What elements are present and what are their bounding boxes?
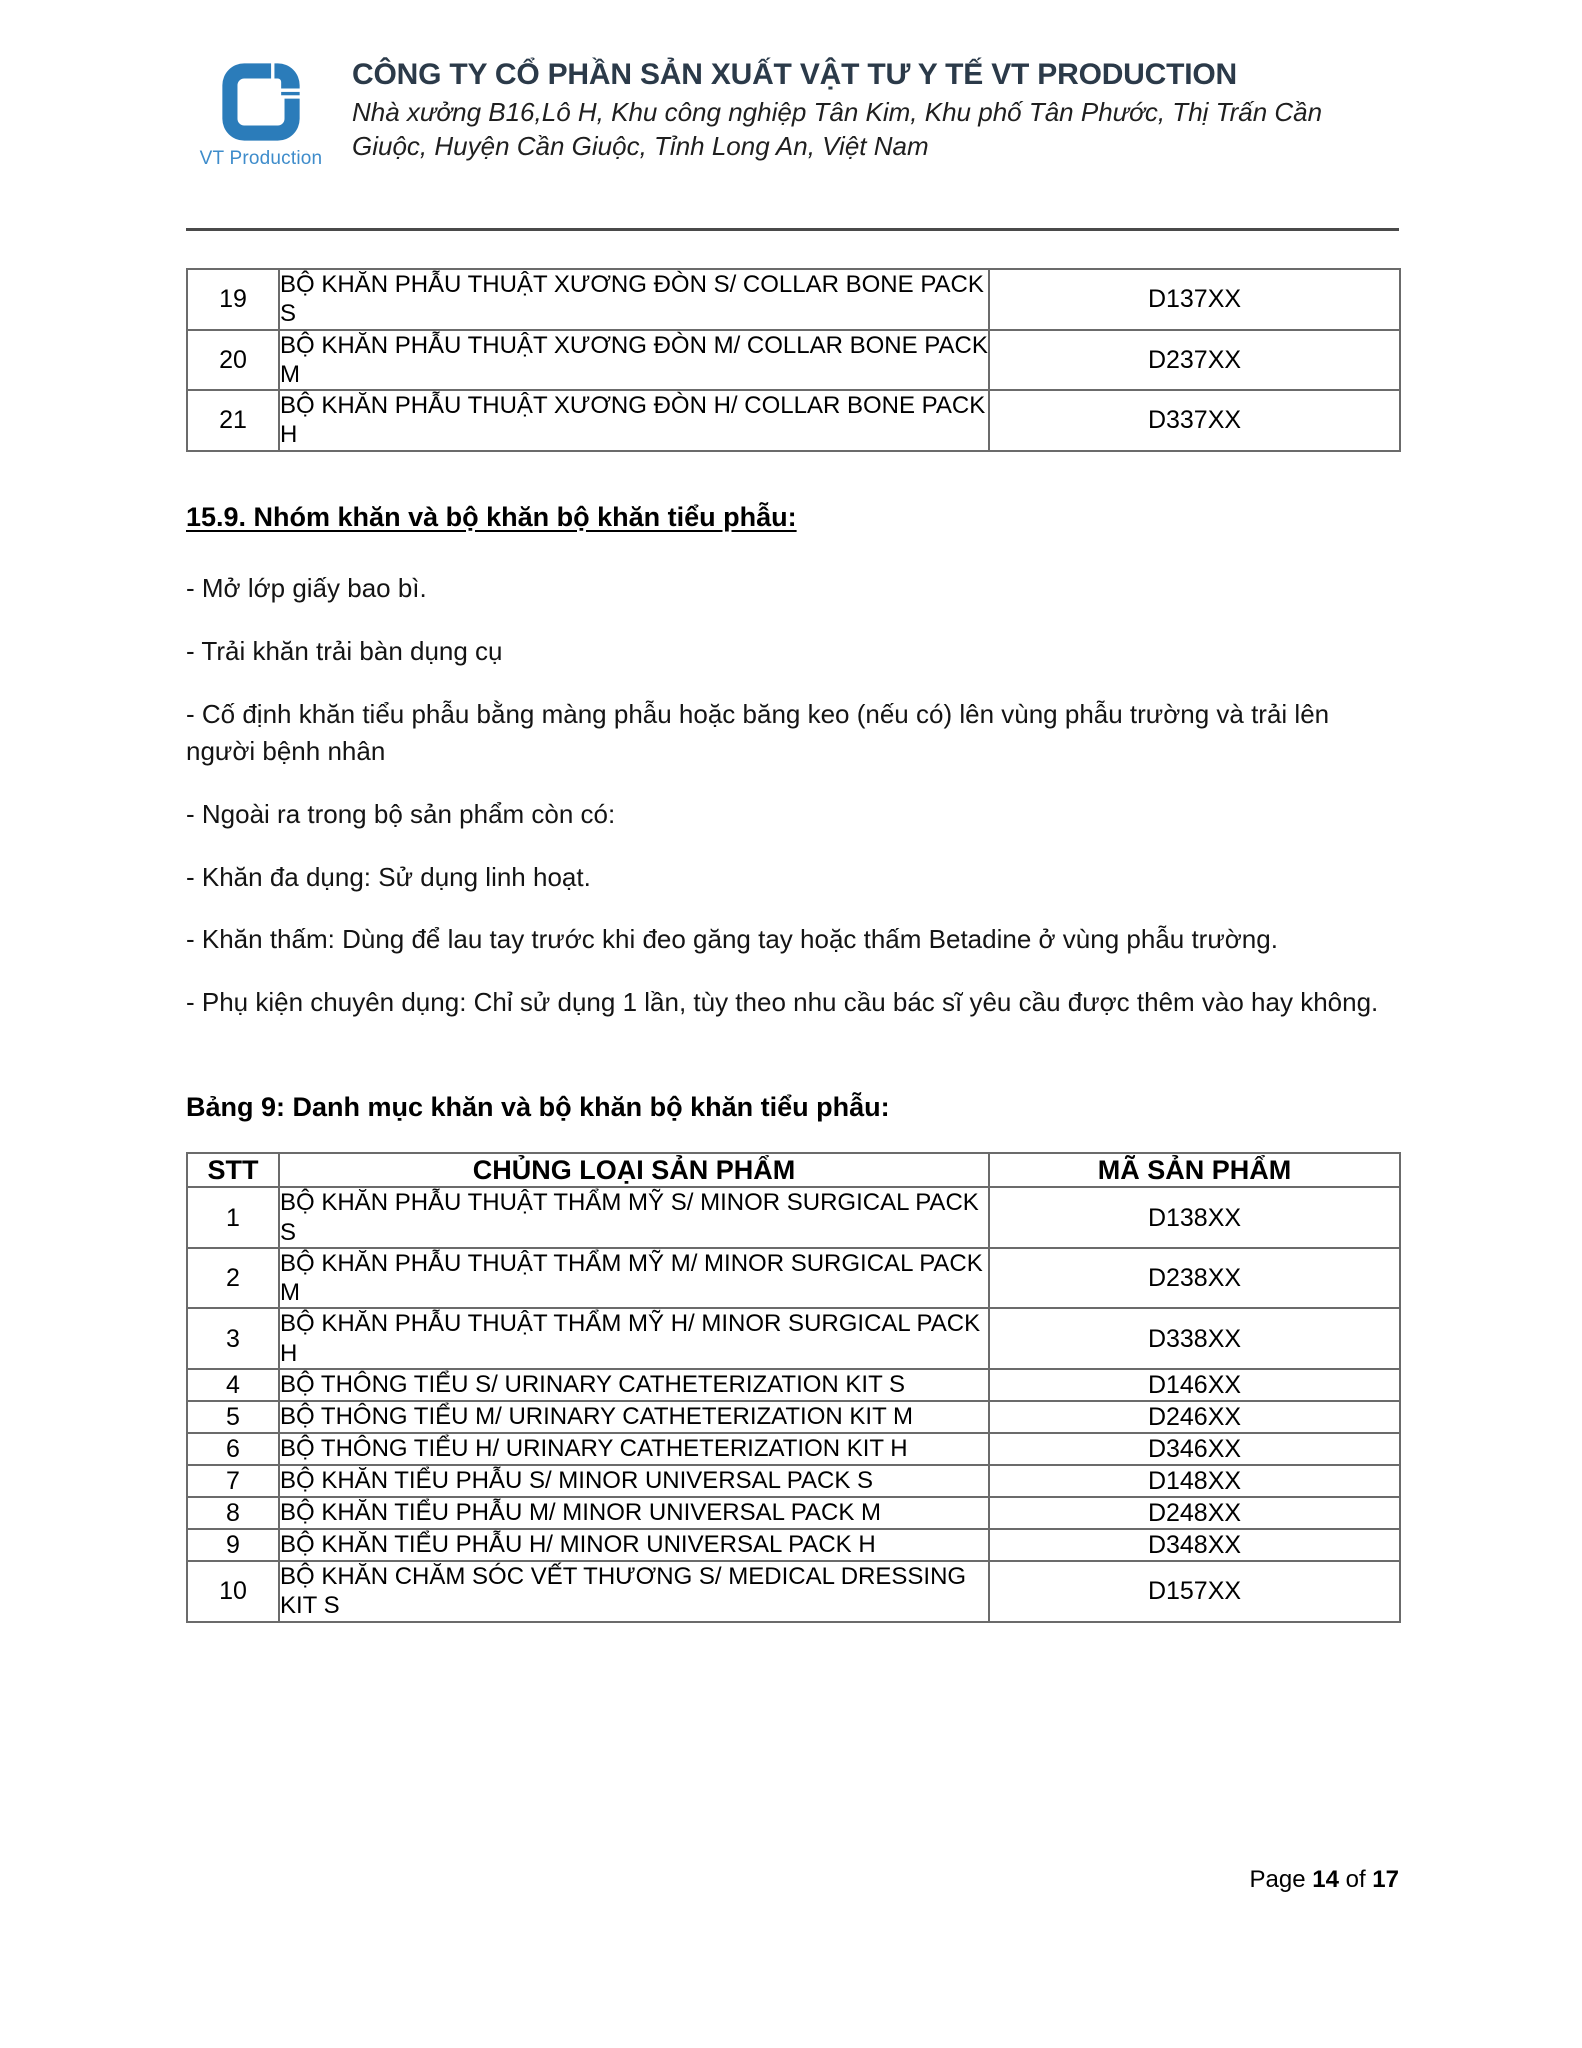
- product-code: D138XX: [989, 1187, 1400, 1248]
- product-name: BỘ KHĂN PHẪU THUẬT XƯƠNG ĐÒN H/ COLLAR BONE PACK H: [279, 390, 989, 451]
- column-header-stt: STT: [187, 1153, 279, 1187]
- product-code: D237XX: [989, 330, 1400, 391]
- top-product-table-wrapper: [186, 268, 1401, 452]
- table-row: [187, 1369, 1400, 1401]
- footer-of-label: of: [1345, 1866, 1366, 1893]
- product-name: BỘ THÔNG TIỂU H/ URINARY CATHETERIZATION KIT H: [279, 1433, 989, 1465]
- table-row: [187, 1433, 1400, 1465]
- page-footer: [186, 1866, 1399, 1894]
- section-body: [186, 570, 1401, 1047]
- product-code: D338XX: [989, 1308, 1400, 1369]
- row-index: 9: [187, 1529, 279, 1561]
- top-product-table: [186, 268, 1401, 452]
- row-index: 4: [187, 1369, 279, 1401]
- product-code: D248XX: [989, 1497, 1400, 1529]
- product-name: BỘ KHĂN PHẪU THUẬT XƯƠNG ĐÒN S/ COLLAR BONE PACK S: [279, 269, 989, 330]
- row-index: 8: [187, 1497, 279, 1529]
- row-index: 10: [187, 1561, 279, 1622]
- bottom-table-head: [187, 1153, 1400, 1187]
- row-index: 2: [187, 1248, 279, 1309]
- table-row: [187, 1465, 1400, 1497]
- row-index: 5: [187, 1401, 279, 1433]
- column-header-code: MÃ SẢN PHẨM: [989, 1153, 1400, 1187]
- footer-current-page: 14: [1312, 1866, 1339, 1893]
- product-name: BỘ KHĂN PHẪU THUẬT XƯƠNG ĐÒN M/ COLLAR BONE PACK M: [279, 330, 989, 391]
- column-header-name: CHỦNG LOẠI SẢN PHẨM: [279, 1153, 989, 1187]
- row-index: 19: [187, 269, 279, 330]
- footer-page-label: Page: [1249, 1866, 1306, 1893]
- body-paragraph: - Trải khăn trải bàn dụng cụ: [186, 635, 503, 666]
- footer-total-pages: 17: [1372, 1866, 1399, 1893]
- body-paragraph: - Phụ kiện chuyên dụng: Chỉ sử dụng 1 lần, tùy theo nhu cầu bác sĩ yêu cầu được thêm vào hay không.: [186, 987, 1379, 1018]
- table-header-row: [187, 1153, 1400, 1187]
- product-code: D348XX: [989, 1529, 1400, 1561]
- product-name: BỘ KHĂN TIỂU PHẪU H/ MINOR UNIVERSAL PACK H: [279, 1529, 989, 1561]
- body-paragraph: - Khăn thấm: Dùng để lau tay trước khi đeo găng tay hoặc thấm Betadine ở vùng phẫu trường.: [186, 924, 1278, 955]
- table-row: [187, 390, 1400, 451]
- product-name: BỘ KHĂN PHẪU THUẬT THẨM MỸ H/ MINOR SURGICAL PACK H: [279, 1308, 989, 1369]
- product-name: BỘ THÔNG TIỂU S/ URINARY CATHETERIZATION KIT S: [279, 1369, 989, 1401]
- bottom-product-table-wrapper: [186, 1152, 1401, 1623]
- body-paragraph: - Ngoài ra trong bộ sản phẩm còn có:: [186, 798, 616, 829]
- header-divider: [186, 228, 1399, 231]
- section-heading: 15.9. Nhóm khăn và bộ khăn bộ khăn tiểu phẫu:: [186, 502, 797, 532]
- product-name: BỘ KHĂN PHẪU THUẬT THẨM MỸ S/ MINOR SURGICAL PACK S: [279, 1187, 989, 1248]
- logo-wordmark: VT Production: [199, 148, 323, 169]
- header-text-block: [336, 48, 1396, 163]
- company-name: CÔNG TY CỔ PHẦN SẢN XUẤT VẬT TƯ Y TẾ VT PRODUCTION: [352, 58, 1237, 91]
- product-code: D246XX: [989, 1401, 1400, 1433]
- table-row: [187, 1529, 1400, 1561]
- body-paragraph: - Mở lớp giấy bao bì.: [186, 573, 427, 603]
- product-code: D148XX: [989, 1465, 1400, 1497]
- product-name: BỘ KHĂN TIỂU PHẪU S/ MINOR UNIVERSAL PACK S: [279, 1465, 989, 1497]
- table-row: [187, 269, 1400, 330]
- product-code: D157XX: [989, 1561, 1400, 1622]
- company-address: Nhà xưởng B16,Lô H, Khu công nghiệp Tân Kim, Khu phố Tân Phước, Thị Trấn Cần Giuộc, Huyện Cần Giuộc, Tỉnh Long An, Việt Nam: [352, 96, 1323, 161]
- table-row: [187, 1497, 1400, 1529]
- row-index: 1: [187, 1187, 279, 1248]
- product-name: BỘ KHĂN TIỂU PHẪU M/ MINOR UNIVERSAL PACK M: [279, 1497, 989, 1529]
- row-index: 21: [187, 390, 279, 451]
- bottom-product-table: [186, 1152, 1401, 1623]
- table-row: [187, 1248, 1400, 1309]
- product-code: D146XX: [989, 1369, 1400, 1401]
- product-name: BỘ THÔNG TIỂU M/ URINARY CATHETERIZATION KIT M: [279, 1401, 989, 1433]
- table-row: [187, 1308, 1400, 1369]
- row-index: 7: [187, 1465, 279, 1497]
- table-caption: Bảng 9: Danh mục khăn và bộ khăn bộ khăn tiểu phẫu:: [186, 1092, 890, 1122]
- body-paragraph: - Cố định khăn tiểu phẫu bằng màng phẫu hoặc băng keo (nếu có) lên vùng phẫu trường và trải lên người bệnh nhân: [186, 698, 1330, 766]
- table-row: [187, 1401, 1400, 1433]
- table-row: [187, 1561, 1400, 1622]
- document-header: [186, 48, 1396, 170]
- company-logo: [186, 48, 336, 170]
- row-index: 20: [187, 330, 279, 391]
- table-row: [187, 1187, 1400, 1248]
- row-index: 3: [187, 1308, 279, 1369]
- product-code: D346XX: [989, 1433, 1400, 1465]
- vt-production-logo-icon: [219, 60, 303, 144]
- product-name: BỘ KHĂN PHẪU THUẬT THẨM MỸ M/ MINOR SURGICAL PACK M: [279, 1248, 989, 1309]
- product-name: BỘ KHĂN CHĂM SÓC VẾT THƯƠNG S/ MEDICAL DRESSING KIT S: [279, 1561, 989, 1622]
- row-index: 6: [187, 1433, 279, 1465]
- product-code: D137XX: [989, 269, 1400, 330]
- table-row: [187, 330, 1400, 391]
- product-code: D238XX: [989, 1248, 1400, 1309]
- top-table-body: [187, 269, 1400, 451]
- bottom-table-body: [187, 1187, 1400, 1621]
- body-paragraph: - Khăn đa dụng: Sử dụng linh hoạt.: [186, 861, 591, 892]
- product-code: D337XX: [989, 390, 1400, 451]
